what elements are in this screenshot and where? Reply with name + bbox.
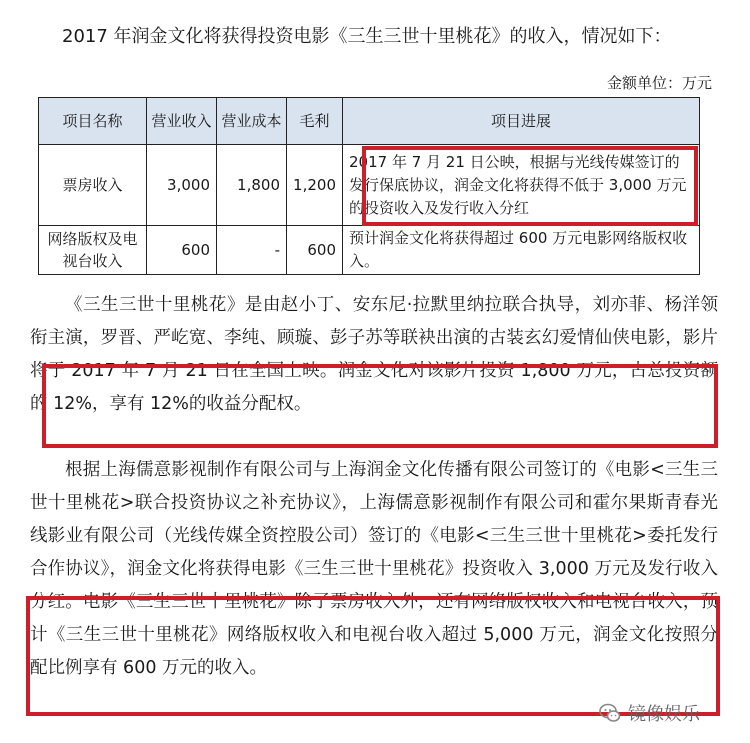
wechat-icon [598,701,622,725]
watermark [598,700,700,726]
table-header-row [39,98,700,145]
paragraph-film-intro: 《三生三世十里桃花》是由赵小丁、安东尼·拉默里纳拉联合执导，刘亦菲、杨洋领衔主演，罗晋、严屹宽、李纯、顾璇、彭子苏等联袂出演的古装玄幻爱情仙侠电影，影片将于 2017 年 7 月 21 日在全国上映。润金文化对该影片投资 1,800 万元，占总投资额的 12%，享有 12%的收益分配权。 [30,295,718,414]
paragraph-agreements: 根据上海儒意影视制作有限公司与上海润金文化传播有限公司签订的《电影<三生三世十里桃花>联合投资协议之补充协议》，上海儒意影视制作有限公司和霍尔果斯青春光线影业有限公司（光线传媒全资控股公司）签订的《电影<三生三世十里桃花>委托发行合作协议》，润金文化将获得电影《三生三世十里桃花》投资收入 3,000 万元及发行收入分红。电影《三生三世十里桃花》除了票房收入外，还有网络版权收入和电视台收入，预计《三生三世十里桃花》网络版权收入和电视台收入超过 5,000 万元，润金文化按照分配比例享有 600 万元的收入。 [30,460,718,678]
header-project-name: 项目名称 [39,98,147,145]
header-profit: 毛利 [287,98,343,145]
cell-revenue: 3,000 [147,145,217,226]
highlight-box-table [362,146,698,226]
header-revenue: 营业收入 [147,98,217,145]
cell-progress: 2017 年 7 月 21 日公映，根据与光线传媒签订的发行保底协议，润金文化将获得不低于 3,000 万元的投资收入及发行收入分红 [343,145,700,226]
cell-revenue: 600 [147,226,217,275]
highlight-box-paragraph2 [26,596,720,716]
table-row [39,226,700,275]
intro-text: 2017 年润金文化将获得投资电影《三生三世十里桃花》的收入，情况如下： [62,26,672,47]
cell-cost: 1,800 [217,145,287,226]
unit-note: 金额单位：万元 [606,74,712,92]
cell-progress: 预计润金文化将获得超过 600 万元电影网络版权收入。 [343,226,700,275]
cell-name: 票房收入 [39,145,147,226]
cell-profit: 1,200 [287,145,343,226]
header-progress: 项目进展 [343,98,700,145]
cell-cost: - [217,226,287,275]
highlight-box-paragraph1 [42,364,718,448]
watermark-text: 镜像娱乐 [628,704,700,725]
header-cost: 营业成本 [217,98,287,145]
cell-name: 网络版权及电视台收入 [39,226,147,275]
cell-profit: 600 [287,226,343,275]
